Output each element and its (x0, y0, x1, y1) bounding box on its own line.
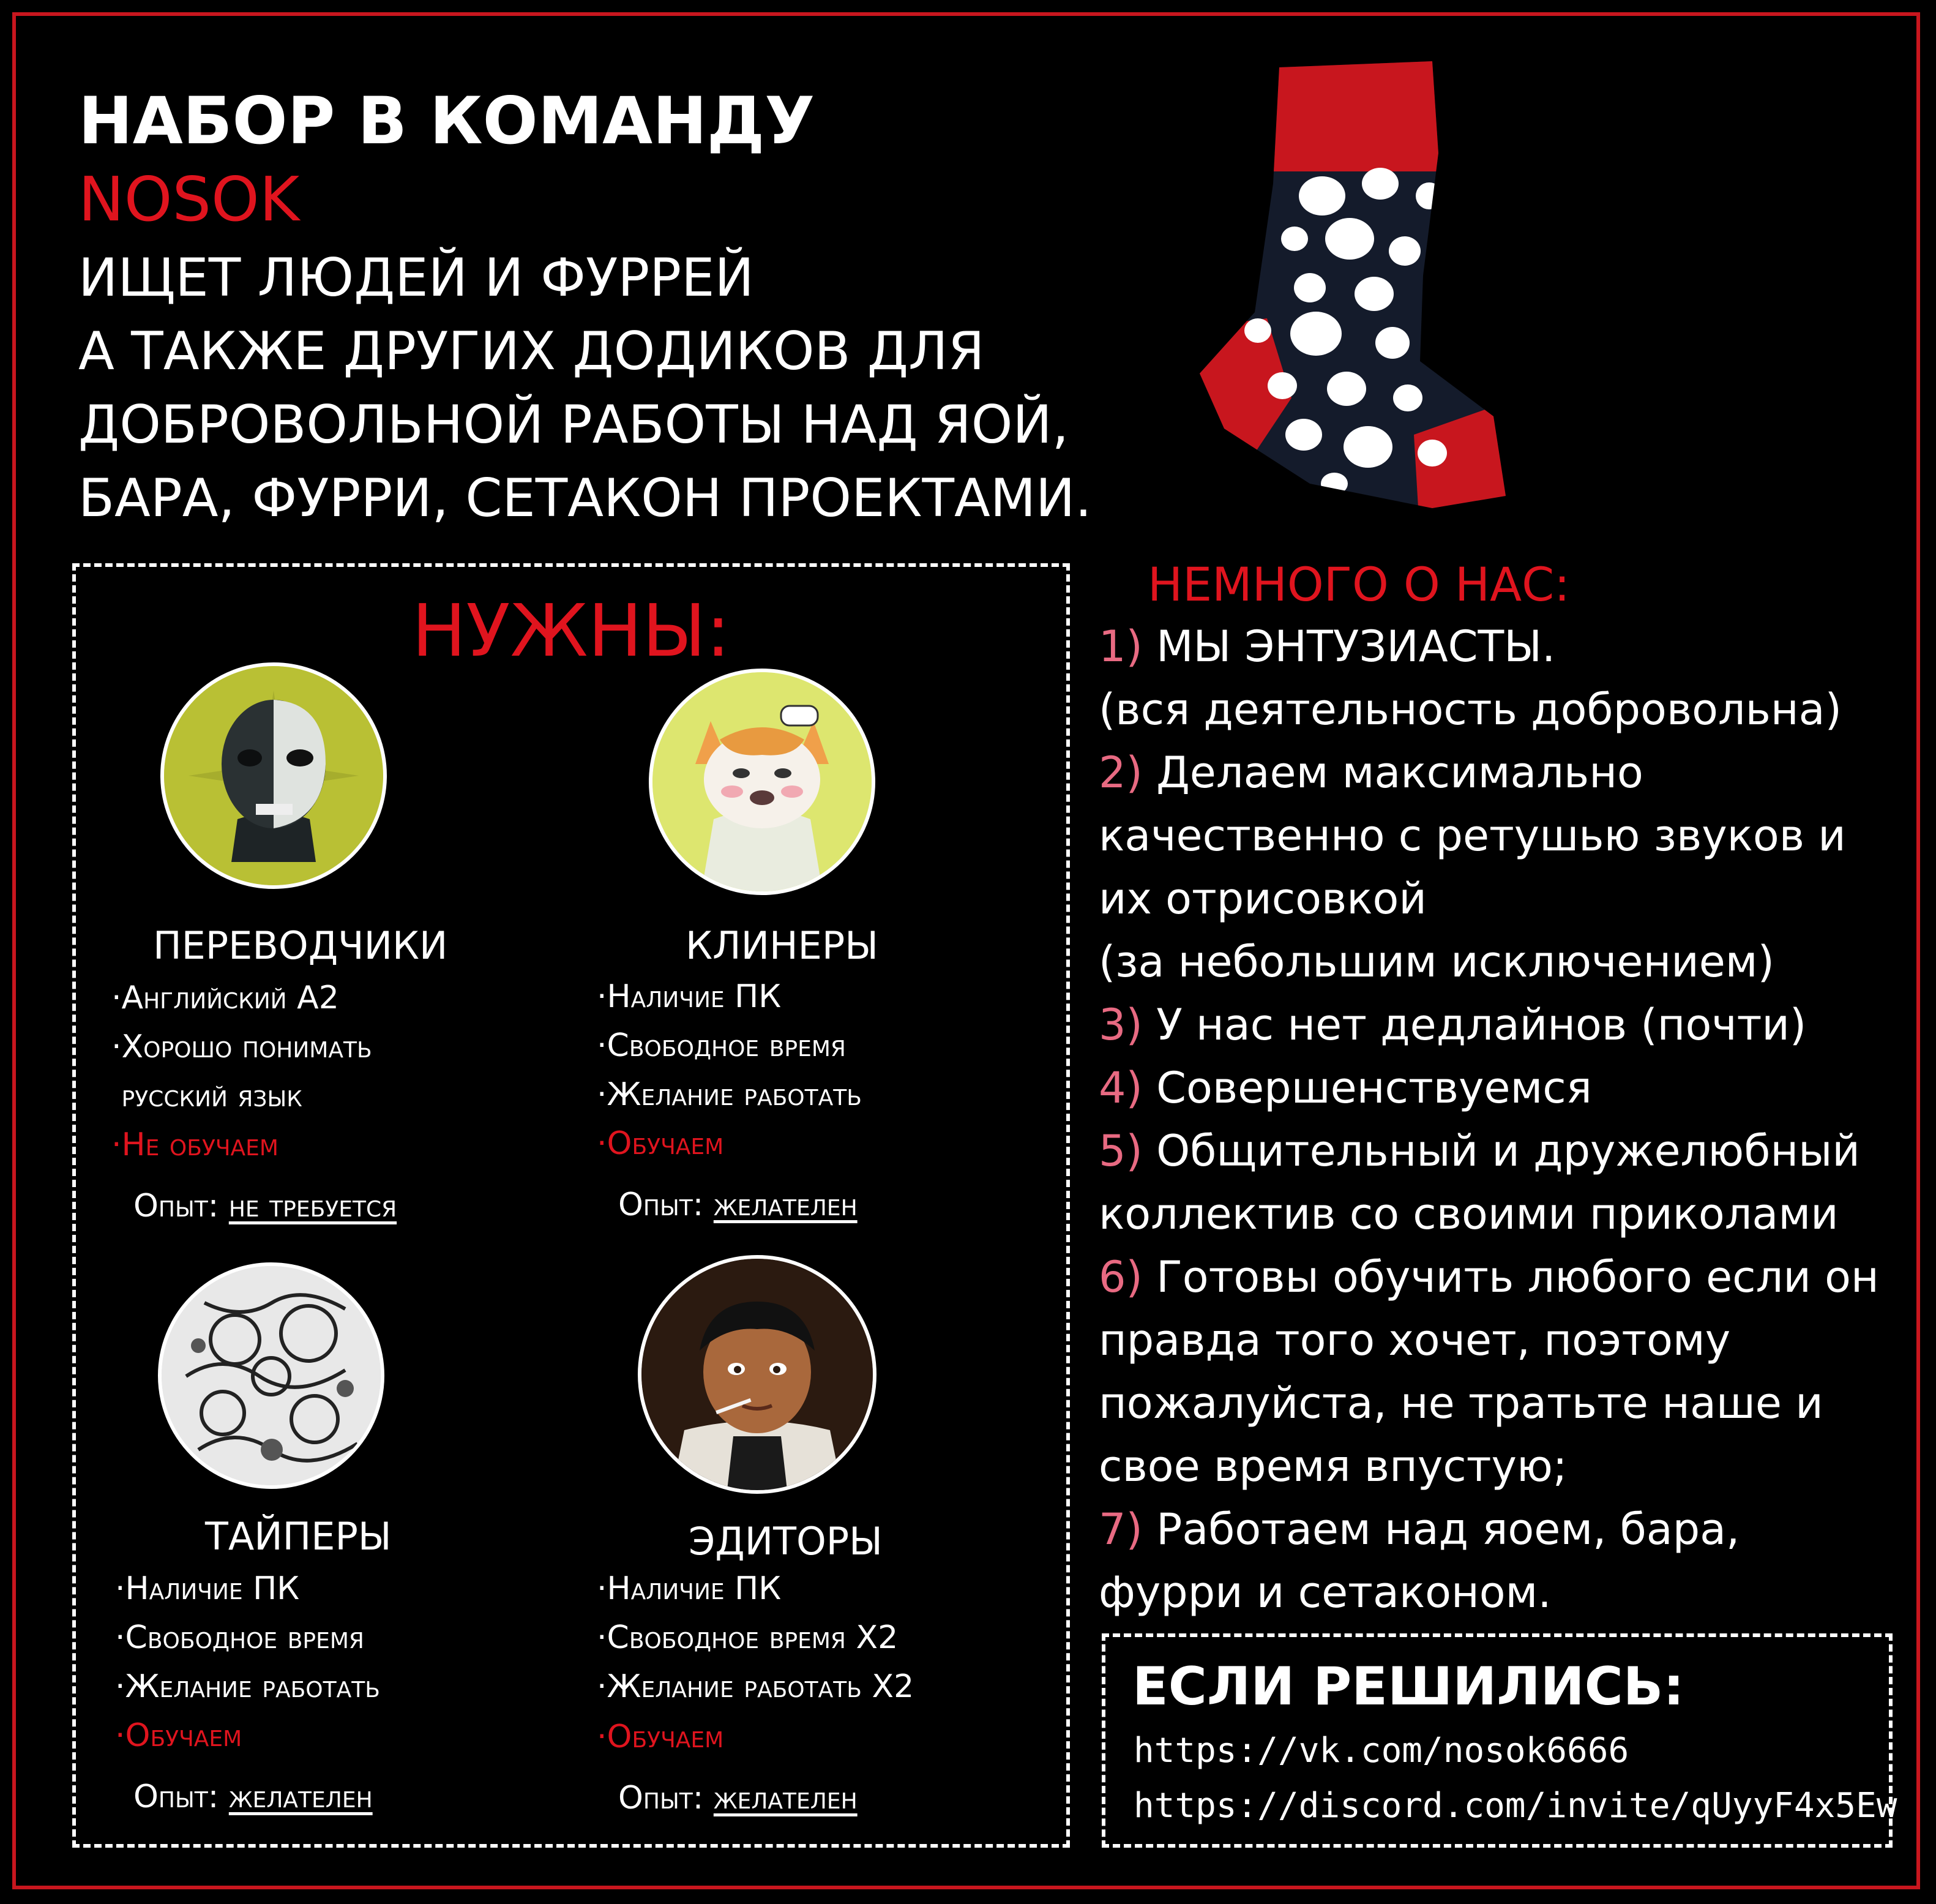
translators-training: ·Не обучаем (111, 1126, 278, 1163)
brand-name: NOSOK (78, 163, 300, 235)
translators-avatar (160, 662, 387, 889)
about-line (1099, 1561, 1879, 1624)
about-line (1099, 741, 1879, 804)
about-line (1099, 1309, 1879, 1372)
translators-req-3: русский язык (111, 1078, 302, 1114)
typers-avatar (158, 1262, 384, 1489)
typers-req-1: ·Наличие ПК (115, 1570, 300, 1607)
experience-label: Опыт: (133, 1778, 229, 1815)
about-title: НЕМНОГО О НАС: (1148, 557, 1570, 612)
about-line-text: коллектив со своими приколами (1099, 1189, 1839, 1239)
about-line-text: пожалуйста, не тратьте наше и (1099, 1378, 1823, 1428)
about-line-text: У нас нет дедлайнов (почти) (1142, 1000, 1807, 1050)
translators-req-2: ·Хорошо понимать (111, 1029, 372, 1065)
cleaners-experience (618, 1180, 858, 1229)
about-line-text: (за небольшим исключением) (1099, 937, 1774, 987)
editors-req-1: ·Наличие ПК (597, 1570, 782, 1607)
experience-value: не требуется (228, 1188, 397, 1224)
about-line-text: свое время впустую; (1099, 1441, 1568, 1491)
cleaners-req-2: ·Свободное время (597, 1027, 846, 1064)
about-line-text: Делаем максимально (1142, 748, 1643, 798)
about-line-number: 3) (1099, 1000, 1143, 1050)
about-line-number: 7) (1099, 1504, 1143, 1554)
editors-req-2: ·Свободное время Х2 (597, 1619, 899, 1656)
typers-experience (133, 1772, 373, 1821)
about-line-text: фурри и сетаконом. (1099, 1567, 1552, 1617)
cta-title: ЕСЛИ РЕШИЛИСЬ: (1132, 1656, 1684, 1717)
about-line-text: Готовы обучить любого если он (1142, 1252, 1879, 1302)
header-line-2: А ТАКЖЕ ДРУГИХ ДОДИКОВ ДЛЯ (78, 321, 985, 382)
about-line (1099, 1183, 1879, 1246)
cleaners-avatar (649, 669, 875, 895)
typers-req-2: ·Свободное время (115, 1619, 364, 1656)
header-line-3: ДОБРОВОЛЬНОЙ РАБОТЫ НАД ЯОЙ, (78, 394, 1069, 455)
about-line-text: Общительный и дружелюбный (1142, 1126, 1860, 1176)
about-line (1099, 804, 1879, 868)
about-line-text: их отрисовкой (1099, 874, 1427, 924)
about-line (1099, 1120, 1879, 1183)
vk-link[interactable]: https://vk.com/nosok6666 (1134, 1731, 1629, 1771)
header-line-4: БАРА, ФУРРИ, СЕТАКОН ПРОЕКТАМИ. (78, 468, 1092, 529)
translators-req-1: ·Английский А2 (111, 980, 339, 1016)
about-line-text: Работаем над яоем, бара, (1142, 1504, 1740, 1554)
cleaners-training: ·Обучаем (597, 1125, 724, 1162)
experience-value: желателен (713, 1780, 858, 1816)
experience-value: желателен (228, 1778, 373, 1815)
about-line (1099, 1435, 1879, 1498)
about-line-text: правда того хочет, поэтому (1099, 1315, 1731, 1365)
about-line-number: 1) (1099, 621, 1143, 672)
role-name-typers: ТАЙПЕРЫ (205, 1514, 392, 1559)
page-title: НАБОР В КОМАНДУ (78, 83, 815, 159)
experience-label: Опыт: (133, 1188, 229, 1224)
about-line-text: МЫ ЭНТУЗИАСТЫ. (1142, 621, 1556, 672)
about-line (1099, 615, 1879, 678)
editors-req-3: ·Желание работать Х2 (597, 1668, 914, 1705)
about-line-number: 5) (1099, 1126, 1143, 1176)
about-line (1099, 931, 1879, 994)
about-line (1099, 868, 1879, 931)
sock-illustration (1151, 55, 1518, 539)
about-line (1099, 994, 1879, 1057)
about-line-number: 4) (1099, 1063, 1143, 1113)
typers-req-3: ·Желание работать (115, 1668, 380, 1705)
discord-link[interactable]: https://discord.com/invite/qUyyF4x5Ew (1134, 1786, 1897, 1826)
about-line (1099, 678, 1879, 741)
experience-label: Опыт: (618, 1780, 714, 1816)
experience-value: желателен (713, 1186, 858, 1223)
role-name-editors: ЭДИТОРЫ (689, 1519, 883, 1564)
needs-title: НУЖНЫ: (411, 588, 731, 673)
role-name-cleaners: КЛИНЕРЫ (686, 923, 878, 968)
about-line-number: 6) (1099, 1252, 1143, 1302)
about-line (1099, 1246, 1879, 1309)
typers-training: ·Обучаем (115, 1717, 242, 1754)
about-list (1099, 615, 1879, 1624)
editors-avatar (638, 1255, 876, 1494)
header-line-1: ИЩЕТ ЛЮДЕЙ И ФУРРЕЙ (78, 247, 754, 309)
cleaners-req-3: ·Желание работать (597, 1076, 862, 1113)
about-line (1099, 1498, 1879, 1561)
editors-training: ·Обучаем (597, 1718, 724, 1755)
about-line-number: 2) (1099, 748, 1143, 798)
translators-experience (133, 1182, 397, 1231)
about-line-text: качественно с ретушью звуков и (1099, 811, 1846, 861)
editors-experience (618, 1774, 858, 1823)
cleaners-req-1: ·Наличие ПК (597, 978, 782, 1015)
about-line (1099, 1057, 1879, 1120)
about-line-text: Совершенствуемся (1142, 1063, 1592, 1113)
role-name-translators: ПЕРЕВОДЧИКИ (153, 923, 448, 968)
about-line (1099, 1372, 1879, 1435)
about-line-text: (вся деятельность добровольна) (1099, 684, 1842, 735)
experience-label: Опыт: (618, 1186, 714, 1223)
